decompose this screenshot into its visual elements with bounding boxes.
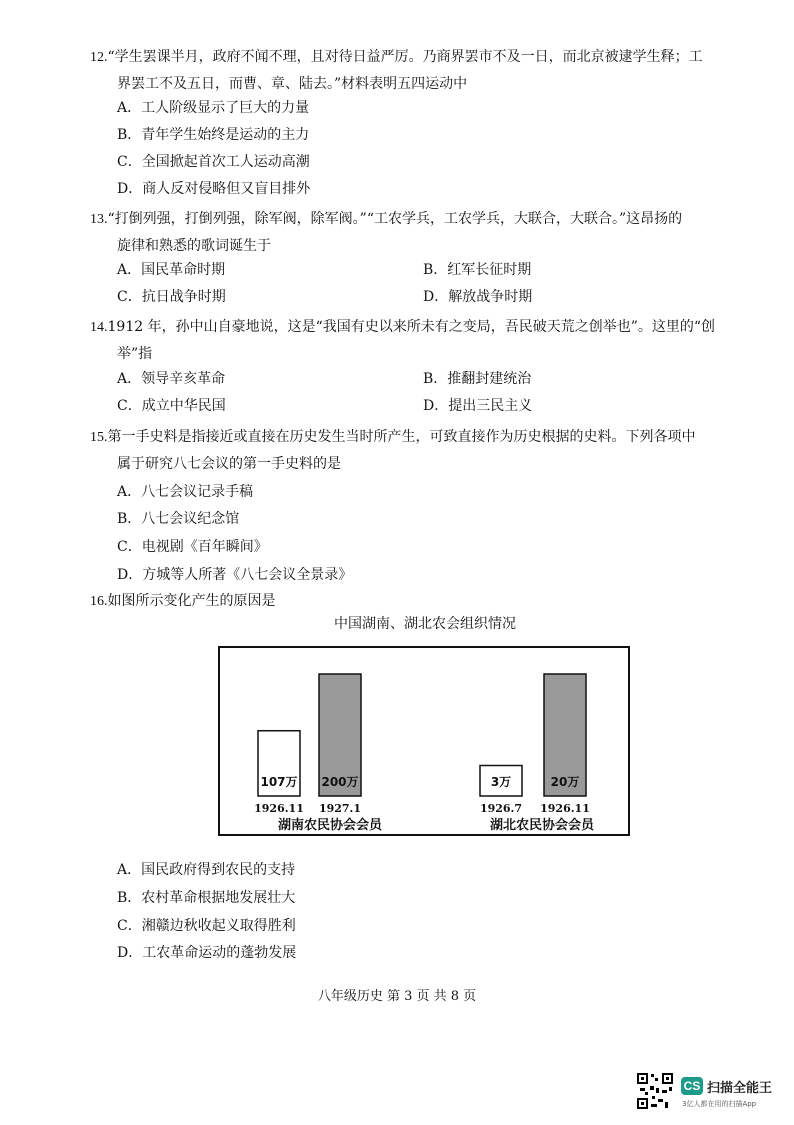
bar-value-label: 20万 (550, 775, 580, 789)
question-12-stem (90, 44, 740, 71)
q14-option-d: D．提出三民主义 (423, 398, 533, 414)
question-text: 1912 年，孙中山自豪地说，这是“我国有史以来所未有之变局，吾民破天荒之创举也”。这里的“创 (107, 319, 716, 335)
q13-option-c: C．抗日战争时期 (117, 289, 226, 305)
bar-chart (218, 646, 630, 836)
q14-option-c: C．成立中华民国 (117, 398, 226, 414)
question-text: “打倒列强，打倒列强，除军阀，除军阀。”“工农学兵，工农学兵，大联合，大联合。”这昂扬的 (107, 211, 683, 227)
group-label: 湖北农民协会会员 (489, 818, 595, 833)
group-label: 湖南农民协会会员 (277, 818, 383, 833)
q12-option-d: D．商人反对侵略但又盲目排外 (117, 181, 311, 197)
chart-title: 中国湖南、湖北农会组织情况 (334, 616, 516, 632)
q16-option-b: B．农村革命根据地发展壮大 (117, 890, 296, 906)
bar-date-label: 1926.11 (254, 802, 304, 815)
bar-value-label: 200万 (321, 775, 359, 789)
scanner-tagline: 3亿人都在用的扫描App (682, 1100, 757, 1108)
bar-date-label: 1926.11 (540, 802, 590, 815)
q13-option-a: A．国民革命时期 (117, 262, 226, 278)
question-text: 举”指 (117, 346, 153, 362)
question-text: 第一手史料是指接近或直接在历史发生当时所产生，可致直接作为历史根据的史料。下列各项中 (107, 429, 696, 445)
q12-option-a: A．工人阶级显示了巨大的力量 (117, 100, 310, 116)
q15-option-c: C．电视剧《百年瞬间》 (117, 539, 268, 555)
q13-option-d: D．解放战争时期 (423, 289, 533, 305)
question-text: 界罢工不及五日，而曹、章、陆去。”材料表明五四运动中 (117, 76, 468, 92)
q16-option-d: D．工农革命运动的蓬勃发展 (117, 945, 297, 961)
q16-option-a: A．国民政府得到农民的支持 (117, 862, 296, 878)
question-number: 14. (90, 320, 108, 335)
question-12 (90, 44, 740, 98)
question-text: 属于研究八七会议的第一手史料的是 (117, 456, 341, 472)
bar-date-label: 1926.7 (479, 802, 523, 815)
page-footer: 八年级历史 第 3 页 共 8 页 (317, 989, 477, 1004)
q16-option-c: C．湘赣边秋收起义取得胜利 (117, 918, 296, 934)
bar-value-label: 3万 (490, 775, 512, 789)
question-15 (90, 424, 740, 478)
question-number: 16. (90, 594, 108, 609)
question-13 (90, 206, 740, 260)
q12-option-b: B．青年学生始终是运动的主力 (117, 127, 310, 143)
question-number: 13. (90, 212, 108, 227)
q14-option-b: B．推翻封建统治 (423, 371, 532, 387)
qr-code-icon (636, 1072, 674, 1110)
question-14 (90, 314, 740, 368)
q14-option-a: A．领导辛亥革命 (117, 371, 226, 387)
camscanner-logo-icon: CS (681, 1077, 703, 1095)
question-number: 12. (90, 50, 108, 65)
scanner-app-name: 扫描全能王 (707, 1081, 773, 1096)
question-number: 15. (90, 430, 108, 445)
q15-option-b: B．八七会议纪念馆 (117, 511, 240, 527)
q15-option-d: D．方城等人所著《八七会议全景录》 (117, 567, 353, 583)
question-16 (90, 588, 740, 615)
bar-date-label: 1927.1 (318, 802, 362, 815)
q13-option-b: B．红军长征时期 (423, 262, 532, 278)
question-text: 如图所示变化产生的原因是 (107, 593, 276, 609)
bar-value-label: 107万 (260, 775, 298, 789)
q15-option-a: A．八七会议记录手稿 (117, 484, 254, 500)
q12-option-c: C．全国掀起首次工人运动高潮 (117, 154, 310, 170)
question-text: 旋律和熟悉的歌词诞生于 (117, 238, 271, 254)
question-text: “学生罢课半月，政府不闻不理，且对待日益严厉。乃商界罢市不及一日，而北京被逮学生释；工 (107, 49, 703, 65)
